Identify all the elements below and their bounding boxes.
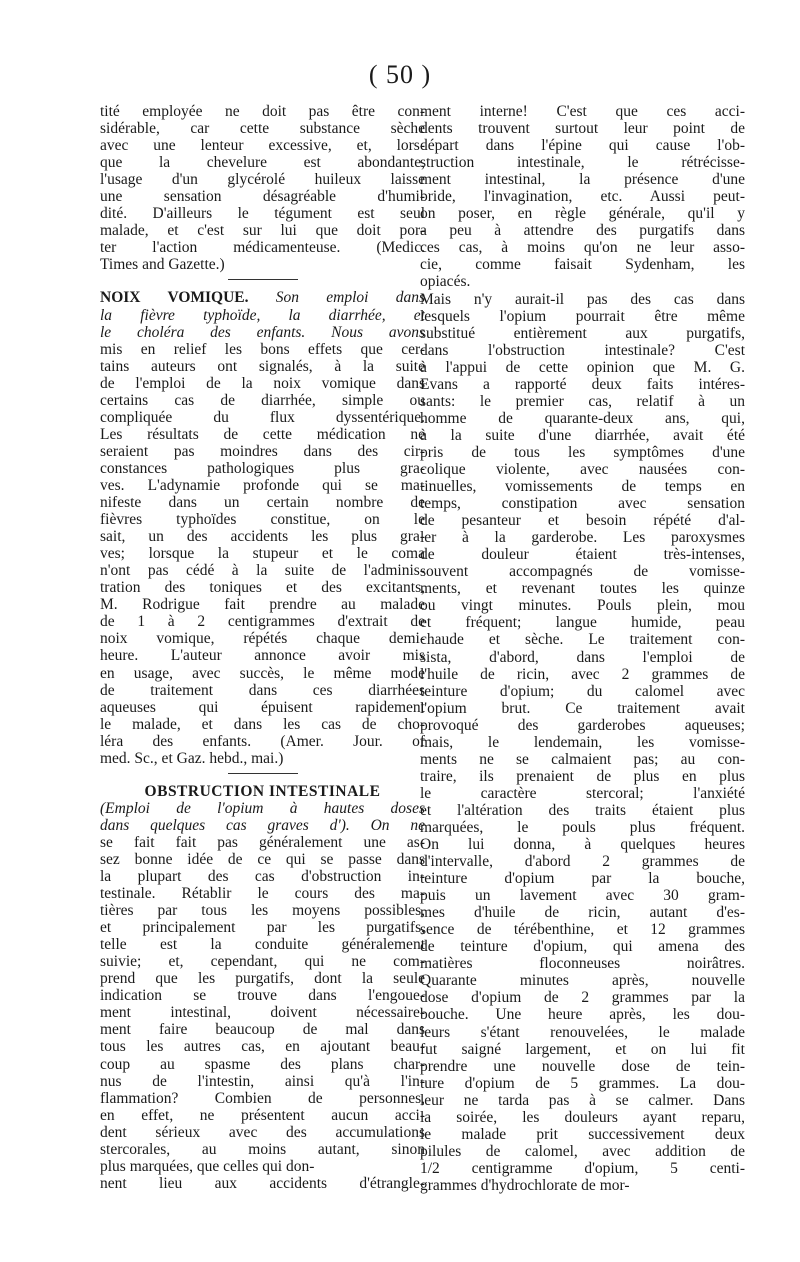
right-column-line: ments, et revenant toutes les quinze [420, 580, 745, 598]
right-column-line: leur ne tarda pas à se calmer. Dans [420, 1091, 745, 1109]
right-column-line: ou vingt minutes. Pouls plein, mou [420, 597, 745, 615]
left-column-line: sez bonne idée de ce qui se passe dans [100, 850, 425, 868]
left-column-line: sidérable, car cette substance sèche [100, 120, 425, 138]
right-column-line: souvent accompagnés de vomisse- [420, 563, 745, 581]
right-column-line: puis un lavement avec 30 gram- [420, 887, 745, 905]
left-column-line: med. Sc., et Gaz. hebd., mai.) [100, 749, 284, 767]
left-column-line: coup au spasme des plans char- [100, 1055, 425, 1073]
left-column-line: en effet, ne présentent aucun acci- [100, 1106, 425, 1124]
left-column-line: ment faire beaucoup de mal dans [100, 1021, 425, 1039]
right-column-line: a peu à attendre des purgatifs dans [420, 222, 745, 240]
right-column-line: ture d'opium de 5 grammes. La dou- [420, 1074, 745, 1092]
right-column-line: mes d'huile de ricin, autant d'es- [420, 904, 745, 922]
left-column-line: (Emploi de l'opium à hautes doses [100, 799, 425, 817]
right-column-line: teinture d'opium; du calomel avec [420, 682, 745, 700]
right-column-line: sence de térébenthine, et 12 grammes [420, 921, 745, 939]
left-column-line: compliquée du flux dyssentérique. [100, 408, 425, 426]
right-column-line: à l'appui de cette opinion que M. G. [420, 358, 745, 376]
right-column [420, 103, 745, 1194]
left-column-line: avec une lenteur excessive, et, lors- [100, 137, 425, 155]
right-column-line: dans l'obstruction intestinale? C'est [420, 341, 745, 359]
section-separator [228, 279, 298, 280]
right-column-line: prendre une nouvelle dose de tein- [420, 1057, 745, 1075]
right-column-line: tinuelles, vomissements de temps en [420, 478, 745, 496]
right-column-line: de pesanteur et besoin répété d'al- [420, 512, 745, 530]
right-column-line: l'opium brut. Ce traitement avait [420, 699, 745, 717]
right-column-line: substitué entièrement aux purgatifs, [420, 324, 745, 342]
right-column-line: Evans a rapporté deux faits intéres- [420, 375, 745, 393]
left-column-line: léra des enfants. (Amer. Jour. of [100, 732, 425, 750]
page-number: ( 50 ) [368, 60, 432, 89]
right-column-line: la soirée, les douleurs ayant reparu, [420, 1108, 745, 1126]
left-column-line: le malade, et dans les cas de cho- [100, 715, 425, 733]
left-column-line: ment intestinal, doivent nécessaire- [100, 1004, 425, 1022]
right-column-line: pilules de calomel, avec addition de [420, 1142, 745, 1160]
left-column-line: certains cas de diarrhée, simple ou [100, 391, 425, 409]
left-column-line: stercorales, au moins autant, sinon [100, 1140, 425, 1158]
left-column-line: que la chevelure est abondante, [100, 154, 425, 172]
right-column-line: marquées, le pouls plus fréquent. [420, 818, 745, 836]
right-column-line: cie, comme faisait Sydenham, les [420, 256, 745, 274]
left-column-line: tières par tous les moyens possibles, [100, 902, 425, 920]
left-column-line: testinale. Rétablir le cours des ma- [100, 885, 425, 903]
right-column-line: départ dans l'épine qui cause l'ob- [420, 137, 745, 155]
left-column-line: dité. D'ailleurs le tégument est seul [100, 205, 425, 223]
left-column-line: se fait fait pas généralement une as- [100, 833, 425, 851]
right-column-line: temps, constipation avec sensation [420, 495, 745, 513]
left-column-line: tous les autres cas, en ajoutant beau- [100, 1038, 425, 1056]
left-column-line: tité employée ne doit pas être con- [100, 103, 425, 120]
left-column-line: mis en relief les bons effets que cer- [100, 340, 425, 358]
left-column-line: malade, et c'est sur lui que doit por- [100, 222, 425, 240]
left-column-line: dans quelques cas graves d'). On ne [100, 816, 425, 834]
left-column-line: dent sérieux avec des accumulations [100, 1123, 425, 1141]
right-column-line: à la suite d'une diarrhée, avait été [420, 426, 745, 444]
right-column-line: leurs s'étant renouvelées, le malade [420, 1023, 745, 1041]
right-column-line: teinture d'opium par la bouche, [420, 870, 745, 888]
left-column-line: suivie; et, cependant, qui ne com- [100, 953, 425, 971]
right-column-line: Mais n'y aurait-il pas des cas dans [420, 290, 745, 308]
left-column-line: telle est la conduite généralement [100, 936, 425, 954]
right-column-line: lesquels l'opium pourrait être même [420, 307, 745, 325]
left-column-line: n'ont pas cédé à la suite de l'adminis- [100, 562, 425, 580]
right-column-line: chaude et sèche. Le traitement con- [420, 631, 745, 649]
left-column-line: Les résultats de cette médication ne [100, 425, 425, 443]
right-column-line: bride, l'invagination, etc. Aussi peut- [420, 188, 745, 206]
left-column-line: de traitement dans ces diarrhées [100, 681, 425, 699]
left-column-line: en usage, avec succès, le même mode [100, 664, 425, 682]
right-column-line: ment interne! C'est que ces acci- [420, 103, 745, 120]
right-column-line: le malade prit successivement deux [420, 1125, 745, 1143]
right-column-line: fut saigné largement, et on lui fit [420, 1040, 745, 1058]
left-column-line: constances pathologiques plus gra- [100, 459, 425, 477]
right-column-line: Quarante minutes après, nouvelle [420, 972, 745, 990]
right-column-line: ler à la garderobe. Les paroxysmes [420, 529, 745, 547]
left-column-line: une sensation désagréable d'humi- [100, 188, 425, 206]
right-column-line: de teinture d'opium, qui amena des [420, 938, 745, 956]
left-column-line: prend que les purgatifs, dont la seule [100, 970, 425, 988]
left-column-line: seraient pas moindres dans des cir- [100, 442, 425, 460]
left-column-line: plus marquées, que celles qui don- [100, 1157, 315, 1175]
left-column-line: l'usage d'un glycérolé huileux laisse [100, 171, 425, 189]
right-column-line: dose d'opium de 2 grammes par la [420, 989, 745, 1007]
right-column-line: colique violente, avec nausées con- [420, 460, 745, 478]
right-column-line: ments ne se calmaient pas; au con- [420, 750, 745, 768]
right-column-line: bouche. Une heure après, les dou- [420, 1006, 745, 1024]
right-column-line: ment intestinal, la présence d'une [420, 171, 745, 189]
left-column-line: de l'emploi de la noix vomique dans [100, 374, 425, 392]
right-column-line: traire, ils prenaient de plus en plus [420, 767, 745, 785]
right-column-line: On lui donna, à quelques heures [420, 836, 745, 854]
right-column-line: homme de quarante-deux ans, qui, [420, 409, 745, 427]
right-column-line: le caractère stercoral; l'anxiété [420, 784, 745, 802]
left-column-line: le choléra des enfants. Nous avons [100, 323, 425, 341]
right-column-line: et fréquent; langue humide, peau [420, 614, 745, 632]
right-column-line: opiacés. [420, 273, 471, 291]
left-column-line: fièvres typhoïdes constitue, on le [100, 511, 425, 529]
left-column-line: flammation? Combien de personnes, [100, 1089, 425, 1107]
right-column-line: grammes d'hydrochlorate de mor- [420, 1176, 630, 1194]
right-column-line: mais, le lendemain, les vomisse- [420, 733, 745, 751]
right-column-line: struction intestinale, le rétrécisse- [420, 154, 745, 172]
right-column-line: et l'altération des traits étaient plus [420, 801, 745, 819]
left-column-line: ter l'action médicamenteuse. (Medic. [100, 239, 425, 257]
left-column-line: tains auteurs ont signalés, à la suite [100, 357, 425, 375]
left-column-line: indication se trouve dans l'engoue- [100, 987, 425, 1005]
left-column-line: heure. L'auteur annonce avoir mis [100, 647, 425, 665]
left-column-line: et principalement par les purgatifs, [100, 919, 425, 937]
right-column-line: pris de tous les symptômes d'une [420, 443, 745, 461]
left-column-line: OBSTRUCTION INTESTINALE [144, 782, 381, 800]
left-column-line: nifeste dans un certain nombre de [100, 494, 425, 512]
right-column-line: on poser, en règle générale, qu'il y [420, 205, 745, 223]
left-column-line: Times and Gazette.) [100, 256, 225, 274]
right-column-line: ces cas, à moins qu'on ne leur asso- [420, 239, 745, 257]
left-column-line: nent lieu aux accidents d'étrangle- [100, 1174, 425, 1192]
left-column [100, 103, 425, 1192]
right-column-line: provoqué des garderobes aqueuses; [420, 716, 745, 734]
left-column-line: NOIX VOMIQUE. Son emploi dans [100, 289, 425, 307]
right-column-line: de douleur étaient très-intenses, [420, 546, 745, 564]
right-column-line: sants: le premier cas, relatif à un [420, 392, 745, 410]
right-column-line: d'intervalle, d'abord 2 grammes de [420, 853, 745, 871]
right-column-line: l'huile de ricin, avec 2 grammes de [420, 665, 745, 683]
right-column-line: 1/2 centigramme d'opium, 5 centi- [420, 1159, 745, 1177]
section-separator [228, 773, 298, 774]
left-column-line: noix vomique, répétés chaque demi- [100, 630, 425, 648]
left-column-line: de 1 à 2 centigrammes d'extrait de [100, 613, 425, 631]
left-column-line: ves. L'adynamie profonde qui se ma- [100, 476, 425, 494]
right-column-line: dents trouvent surtout leur point de [420, 120, 745, 138]
left-column-line: tration des toniques et des excitants, [100, 579, 425, 597]
left-column-line: ves; lorsque la stupeur et le coma [100, 545, 425, 563]
left-column-line: aqueuses qui épuisent rapidement [100, 698, 425, 716]
left-column-line: M. Rodrigue fait prendre au malade [100, 596, 425, 614]
left-column-line: la fièvre typhoïde, la diarrhée, et [100, 306, 425, 324]
left-column-line: nus de l'intestin, ainsi qu'à l'in- [100, 1072, 425, 1090]
right-column-line: matières floconneuses noirâtres. [420, 955, 745, 973]
left-column-line: sait, un des accidents les plus gra- [100, 528, 425, 546]
left-column-line: la plupart des cas d'obstruction in- [100, 868, 425, 886]
right-column-line: sista, d'abord, dans l'emploi de [420, 648, 745, 666]
